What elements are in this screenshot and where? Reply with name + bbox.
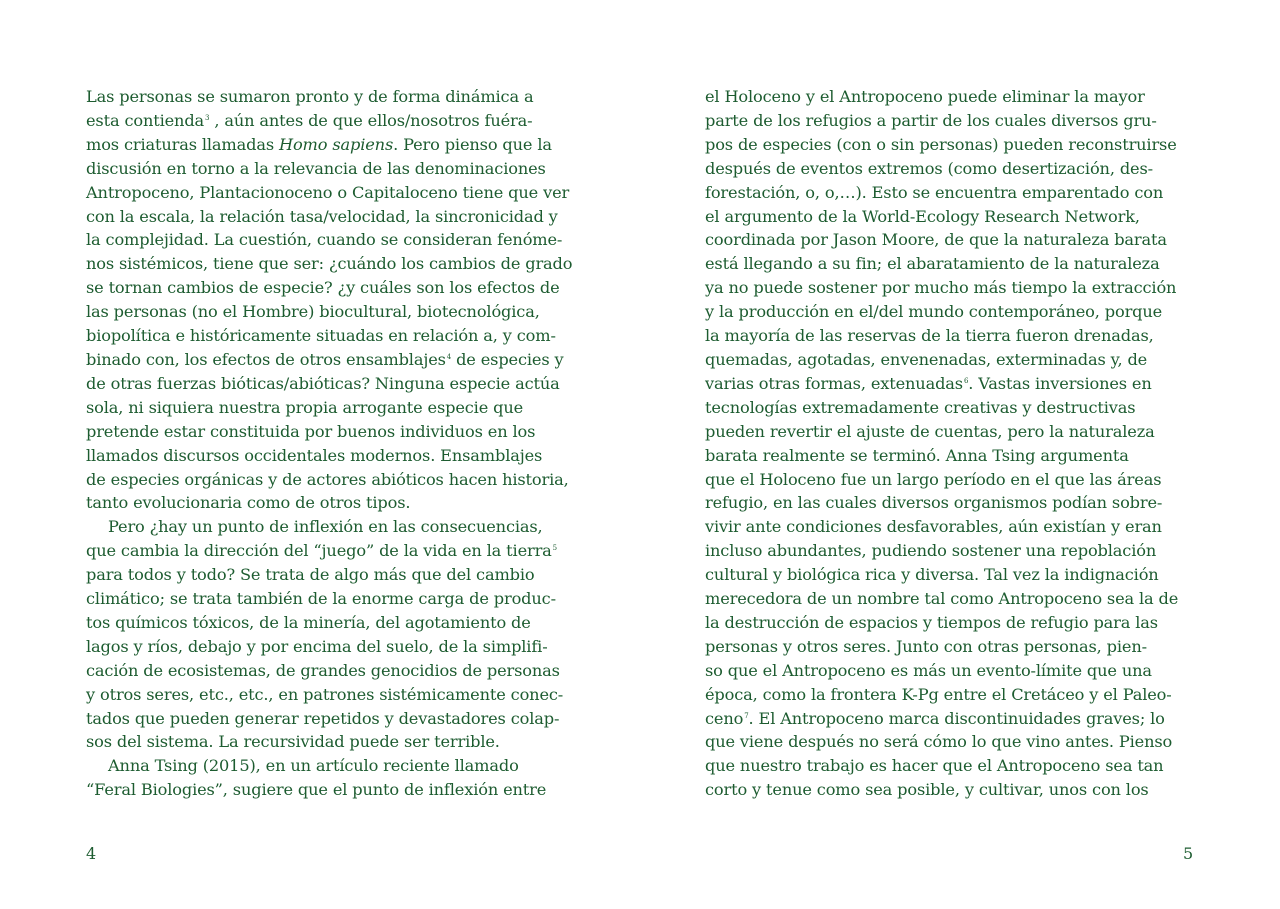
line-text: la complejidad. La cuestión, cuando se consideran fenóme- xyxy=(86,230,563,250)
line-text: cultural y biológica rica y diversa. Tal vez la indignación xyxy=(705,565,1159,585)
line-text: mos criaturas llamadas xyxy=(86,134,279,154)
page-number-left: 4 xyxy=(86,844,97,863)
text-line xyxy=(705,420,1205,444)
text-line xyxy=(86,491,586,515)
text-line xyxy=(86,372,586,396)
text-line xyxy=(86,396,586,420)
text-line xyxy=(86,205,586,229)
text-line xyxy=(86,324,586,348)
line-text: varias otras formas, extenuadas xyxy=(705,373,963,393)
line-text: nos sistémicos, tiene que ser: ¿cuándo los cambios de grado xyxy=(86,254,573,274)
text-line xyxy=(86,157,586,181)
text-line xyxy=(705,730,1205,754)
text-line xyxy=(705,707,1205,731)
line-text: merecedora de un nombre tal como Antropoceno sea la de xyxy=(705,589,1179,609)
line-text-continued: . El Antropoceno marca discontinuidades graves; lo xyxy=(748,708,1165,728)
text-line xyxy=(705,133,1205,157)
text-line xyxy=(705,468,1205,492)
line-text: barata realmente se terminó. Anna Tsing argumenta xyxy=(705,445,1129,465)
line-text: cación de ecosistemas, de grandes genocidios de personas xyxy=(86,660,560,680)
text-line xyxy=(86,707,586,731)
text-line xyxy=(705,324,1205,348)
line-text: que viene después no será cómo lo que vino antes. Pienso xyxy=(705,732,1173,752)
line-text: el argumento de la World-Ecology Research Network, xyxy=(705,206,1140,226)
text-line xyxy=(86,252,586,276)
line-text: tecnologías extremadamente creativas y destructivas xyxy=(705,397,1136,417)
text-line xyxy=(705,635,1205,659)
text-line xyxy=(705,109,1205,133)
text-line xyxy=(86,444,586,468)
text-line xyxy=(86,109,586,133)
footnote-marker[interactable]: 5 xyxy=(552,544,557,553)
page-number-right: 5 xyxy=(1183,844,1194,863)
line-text: época, como la frontera K-Pg entre el Cretáceo y el Paleo- xyxy=(705,684,1172,704)
text-line xyxy=(86,228,586,252)
text-line xyxy=(705,539,1205,563)
line-text: corto y tenue como sea posible, y cultivar, unos con los xyxy=(705,780,1149,800)
line-text-continued: de especies y xyxy=(451,349,564,369)
right-page-text xyxy=(705,85,1205,802)
italic-term: Homo sapiens xyxy=(278,134,394,154)
text-line xyxy=(86,683,586,707)
line-text: climático; se trata también de la enorme carga de produc- xyxy=(86,589,556,609)
line-text: y la producción en el/del mundo contemporáneo, porque xyxy=(705,302,1163,322)
text-line xyxy=(86,754,586,778)
line-text: parte de los refugios a partir de los cuales diversos gru- xyxy=(705,110,1157,130)
line-text: tanto evolucionaria como de otros tipos. xyxy=(86,493,411,513)
left-page-text xyxy=(86,85,586,802)
text-line xyxy=(705,563,1205,587)
line-text: para todos y todo? Se trata de algo más que del cambio xyxy=(86,565,535,585)
text-line xyxy=(86,181,586,205)
line-text: “Feral Biologies”, sugiere que el punto de inflexión entre xyxy=(86,780,547,800)
text-line xyxy=(705,611,1205,635)
text-line xyxy=(86,468,586,492)
line-text: que nuestro trabajo es hacer que el Antropoceno sea tan xyxy=(705,756,1164,776)
footnote-marker[interactable]: 4 xyxy=(446,352,452,361)
text-line xyxy=(86,730,586,754)
line-text: de especies orgánicas y de actores abióticos hacen historia, xyxy=(86,469,569,489)
text-line xyxy=(86,420,586,444)
line-text: vivir ante condiciones desfavorables, aún existían y eran xyxy=(705,517,1162,537)
line-text: que el Holoceno fue un largo período en el que las áreas xyxy=(705,469,1162,489)
line-text: pueden revertir el ajuste de cuentas, pero la naturaleza xyxy=(705,421,1155,441)
line-text: pretende estar constituida por buenos individuos en los xyxy=(86,421,536,441)
text-line xyxy=(86,133,586,157)
footnote-marker[interactable]: 3 xyxy=(205,113,210,122)
text-line xyxy=(705,372,1205,396)
text-line xyxy=(705,491,1205,515)
line-text: personas y otros seres. Junto con otras personas, pien- xyxy=(705,636,1147,656)
line-text: incluso abundantes, pudiendo sostener una repoblación xyxy=(705,541,1157,561)
text-line xyxy=(705,85,1205,109)
line-text: biopolítica e históricamente situadas en relación a, y com- xyxy=(86,326,556,346)
line-text: llamados discursos occidentales modernos. Ensamblajes xyxy=(86,445,543,465)
line-text-continued: , aún antes de que ellos/nosotros fuéra- xyxy=(209,110,533,130)
line-text: tos químicos tóxicos, de la minería, del agotamiento de xyxy=(86,612,531,632)
text-line xyxy=(705,157,1205,181)
text-line xyxy=(86,539,586,563)
line-text: ceno xyxy=(705,708,744,728)
text-line xyxy=(86,611,586,635)
line-text: sos del sistema. La recursividad puede ser terrible. xyxy=(86,732,500,752)
line-text: quemadas, agotadas, envenenadas, exterminadas y, de xyxy=(705,349,1148,369)
line-text: forestación, o, o,…). Esto se encuentra emparentado con xyxy=(705,182,1164,202)
text-line xyxy=(86,563,586,587)
text-line xyxy=(86,659,586,683)
line-text: lagos y ríos, debajo y por encima del suelo, de la simplifi- xyxy=(86,636,548,656)
line-text: la destrucción de espacios y tiempos de refugio para las xyxy=(705,612,1158,632)
text-line xyxy=(705,659,1205,683)
line-text-continued: . Vastas inversiones en xyxy=(968,373,1152,393)
line-text: ya no puede sostener por mucho más tiempo la extracción xyxy=(705,278,1177,298)
line-text: el Holoceno y el Antropoceno puede eliminar la mayor xyxy=(705,87,1145,106)
line-text: Antropoceno, Plantacionoceno o Capitaloceno tiene que ver xyxy=(86,182,570,202)
line-text: tados que pueden generar repetidos y devastadores colap- xyxy=(86,708,560,728)
line-text: Pero ¿hay un punto de inflexión en las consecuencias, xyxy=(108,517,543,537)
text-line xyxy=(705,348,1205,372)
line-text: refugio, en las cuales diversos organismos podían sobre- xyxy=(705,493,1163,513)
text-line xyxy=(705,683,1205,707)
text-line xyxy=(705,515,1205,539)
line-text: Las personas se sumaron pronto y de forma dinámica a xyxy=(86,87,534,106)
line-text-continued: . Pero pienso que la xyxy=(393,134,552,154)
line-text: las personas (no el Hombre) biocultural, biotecnológica, xyxy=(86,302,540,322)
line-text: de otras fuerzas bióticas/abióticas? Ninguna especie actúa xyxy=(86,373,560,393)
text-line xyxy=(705,205,1205,229)
text-line xyxy=(86,515,586,539)
footnote-marker[interactable]: 6 xyxy=(963,376,969,385)
text-line xyxy=(86,300,586,324)
line-text: la mayoría de las reservas de la tierra fueron drenadas, xyxy=(705,326,1154,346)
text-line xyxy=(86,635,586,659)
line-text: coordinada por Jason Moore, de que la naturaleza barata xyxy=(705,230,1167,250)
line-text: sola, ni siquiera nuestra propia arrogante especie que xyxy=(86,397,524,417)
text-line xyxy=(705,228,1205,252)
text-line xyxy=(705,444,1205,468)
line-text: binado con, los efectos de otros ensamblajes xyxy=(86,349,446,369)
line-text: está llegando a su fin; el abaratamiento de la naturaleza xyxy=(705,254,1160,274)
text-line xyxy=(705,587,1205,611)
text-line xyxy=(86,276,586,300)
text-line xyxy=(705,252,1205,276)
text-line xyxy=(705,300,1205,324)
line-text: que cambia la dirección del “juego” de la vida en la tierra xyxy=(86,541,552,561)
text-line xyxy=(705,396,1205,420)
line-text: esta contienda xyxy=(86,110,205,130)
text-line xyxy=(86,348,586,372)
line-text: con la escala, la relación tasa/velocidad, la sincronicidad y xyxy=(86,206,558,226)
text-line xyxy=(86,778,586,802)
line-text: se tornan cambios de especie? ¿y cuáles son los efectos de xyxy=(86,278,560,298)
text-line xyxy=(86,587,586,611)
line-text: discusión en torno a la relevancia de las denominaciones xyxy=(86,158,546,178)
line-text: pos de especies (con o sin personas) pueden reconstruirse xyxy=(705,134,1177,154)
line-text: después de eventos extremos (como desertización, des- xyxy=(705,158,1153,178)
line-text: y otros seres, etc., etc., en patrones sistémicamente conec- xyxy=(86,684,564,704)
footnote-marker[interactable]: 7 xyxy=(744,711,749,720)
text-line xyxy=(705,276,1205,300)
line-text: so que el Antropoceno es más un evento-límite que una xyxy=(705,660,1152,680)
text-line xyxy=(705,778,1205,802)
text-line xyxy=(705,754,1205,778)
text-line xyxy=(705,181,1205,205)
text-line xyxy=(86,85,586,109)
line-text: Anna Tsing (2015), en un artículo reciente llamado xyxy=(108,756,519,776)
